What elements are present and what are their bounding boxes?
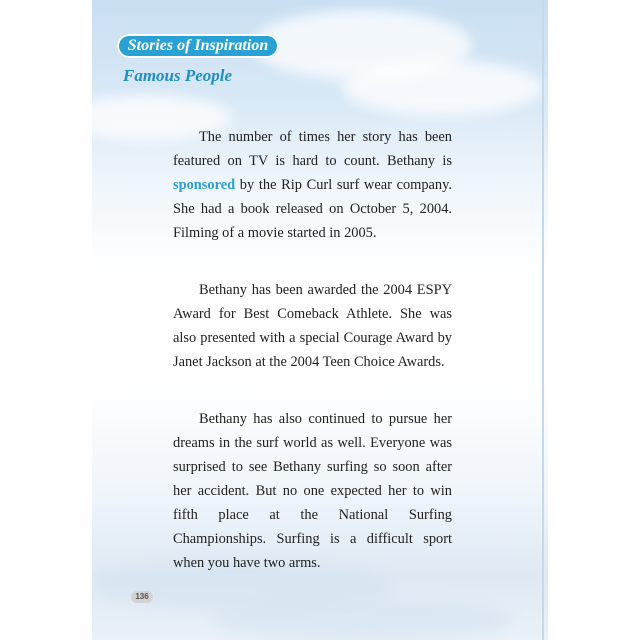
paragraph-1 (173, 125, 452, 245)
paragraph-2: Bethany has been awarded the 2004 ESPY Award for Best Comeback Athlete. She was also presented with a special Courage Award by Janet Jackson at the 2004 Teen Choice Awards. (173, 282, 452, 370)
vocabulary-highlight: sponsored (173, 177, 236, 193)
paragraph-1-end: by the Rip Curl surf wear company. She had a book released on October 5, 2004. Filming of a movie started in 2005. (173, 177, 452, 241)
section-title: Famous People (123, 66, 233, 85)
series-title: Stories of Inspiration (127, 37, 269, 54)
series-title-badge (117, 34, 279, 58)
body-text (173, 125, 452, 608)
cloud-decoration (342, 60, 542, 115)
page-edge-divider (542, 0, 544, 640)
paragraph-3: Bethany has also continued to pursue her dreams in the surf world as well. Everyone was surprised to see Bethany surfing so soon after her accident. But no one expected her to win fifth place at the National Surfing Championships. Surfing is a difficult sport when you have two arms. (173, 411, 452, 571)
paragraph-1-start: The number of times her story has been featured on TV is hard to count. Bethany is (173, 129, 452, 169)
page-number: 136 (131, 591, 153, 603)
